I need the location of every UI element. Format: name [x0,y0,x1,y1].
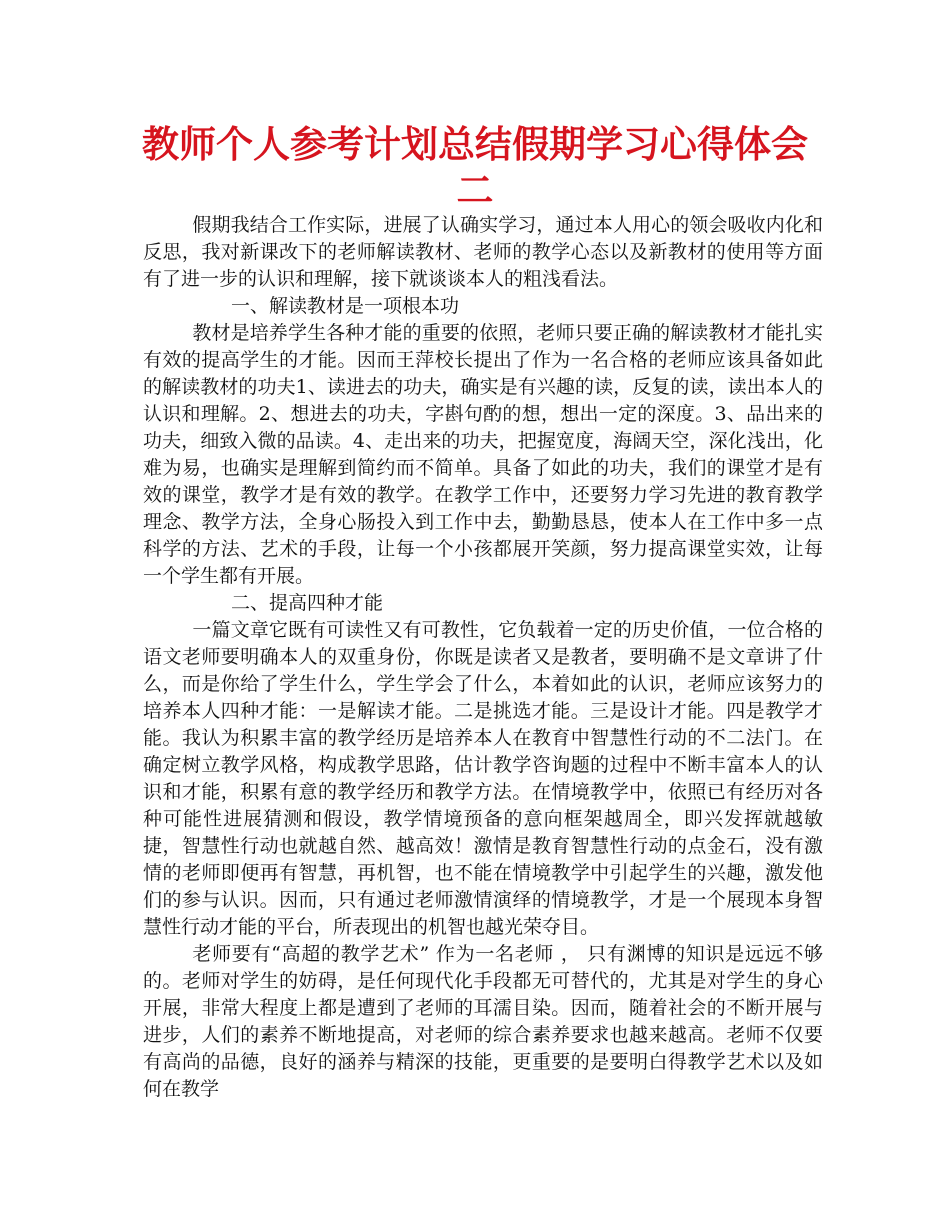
teaching-art-paragraph: 老师要有“高超的教学艺术” 作为一名老师 ， 只有渊博的知识是远远不够的。老师对学生的妨碍，是任何现代化手段都无可替代的，尤其是对学生的身心开展，非常大程度上都是遭到了老师的耳濡目染。因而，随着社会的不断开展与进步，人们的素养不断地提高，对老师的综合素养要求也越来越高。老师不仅要有高尚的品德，良好的涵养与精深的技能，更重要的是要明白得教学艺术以及如何在教学 [143,943,823,1100]
section-heading-2: 二、提高四种才能 [231,592,384,614]
section-heading-1: 一、解读教材是一项根本功 [231,295,460,317]
document-title: 教师个人参考计划总结假期学习心得体会二 [142,123,808,212]
section-1-paragraph: 教材是培养学生各种才能的重要的依照，老师只要正确的解读教材才能扎实有效的提高学生的才能。因而王萍校长提出了作为一名合格的老师应该具备如此的解读教材的功夫1、读进去的功夫，确实是有兴趣的读，反复的读，读出本人的认识和理解。2、想进去的功夫，字斟句酌的想，想出一定的深度。3、品出来的功夫，细致入微的品读。4、走出来的功夫，把握宽度，海阔天空，深化浅出，化难为易，也确实是理解到简约而不简单。具备了如此的功夫，我们的课堂才是有效的课堂，教学才是有效的教学。在教学工作中，还要努力学习先进的教育教学理念、教学方法，全身心肠投入到工作中去，勤勤恳恳，使本人在工作中多一点科学的方法、艺术的手段，让每一个小孩都展开笑颜，努力提高课堂实效，让每一个学生都有开展。 [143,322,823,587]
intro-paragraph: 假期我结合工作实际，进展了认确实学习，通过本人用心的领会吸收内化和反思，我对新课改下的老师解读教材、老师的教学心态以及新教材的使用等方面有了进一步的认识和理解，接下就谈谈本人的粗浅看法。 [143,214,823,290]
section-2-paragraph: 一篇文章它既有可读性又有可教性，它负载着一定的历史价值，一位合格的语文老师要明确本人的双重身份，你既是读者又是教者，要明确不是文章讲了什么，而是你给了学生什么，学生学会了什么，本着如此的认识，老师应该努力的培养本人四种才能：一是解读才能。二是挑选才能。三是设计才能。四是教学才能。我认为积累丰富的教学经历是培养本人在教育中智慧性行动的不二法门。在确定树立教学风格，构成教学思路，估计教学咨询题的过程中不断丰富本人的认识和才能，积累有意的教学经历和教学方法。在情境教学中，依照已有经历对各种可能性进展猜测和假设，教学情境预备的意向框架越周全，即兴发挥就越敏捷，智慧性行动也就越自然、越高效！激情是教育智慧性行动的点金石，没有激情的老师即便再有智慧，再机智，也不能在情境教学中引起学生的兴趣，激发他们的参与认识。因而，只有通过老师激情演绎的情境教学，才是一个展现本身智慧性行动才能的平台，所表现出的机智也越光荣夺目。 [143,619,823,938]
document-body [143,212,823,1103]
